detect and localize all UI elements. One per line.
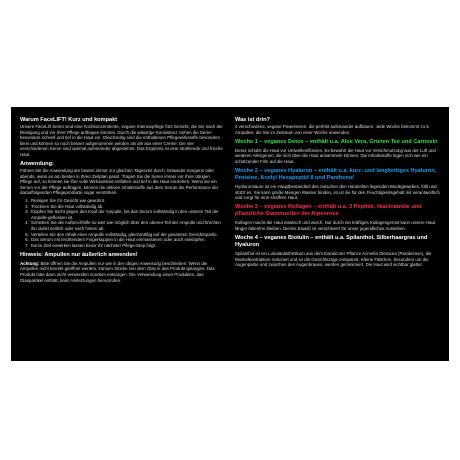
step-item: 5. Verteilen Sie den Inhalt einer Ampulle vollständig, gleichmäßig auf der gesamten Gesichtspartie. xyxy=(30,232,223,238)
heading-summary: Warum FaceLIFT! Kurz und kompakt xyxy=(20,117,118,123)
week3-text: Kollagen macht die Haut elastisch und weich. Nur durch ein kräftiges Kollagengerüst kann unsere Haut länger faltenfrei bleiben. Dieses Eiweiß ist verschleiert für unser jugendliches Aussehen. xyxy=(235,220,436,231)
step-item: 7. Kurze Zeit einwirken lassen bevor ihr nächster Pflege-Step folgt. xyxy=(30,243,223,249)
week3-title: Woche 3 – veganes Kollagen – enthält u.a. 3 Peptide, Niacinamide und pflanzliche Stammzellen der Alpenrose xyxy=(235,204,422,218)
warning-body: Bitte öffnen Sie die Ampullen nur wie in der obigen Anweisung beschrieben. Wenn die Ampullen nicht korrekt geöffnet werden, können Stücke von dem Glas in das Produkt gelangen. Das Produkt bitte dann nicht verwenden sondern entsorgen. Die Verwendung eines Produktes, das Glaspartikel enthält, kann Verletzungen hervorrufen. xyxy=(20,260,215,283)
step-item: 6. Das Serum mit leichtendem Fingerkuppen in die Haut einmassieren oder auch einklopfen. xyxy=(30,237,223,243)
usage-text: Führen Sie die Anwendung am besten immer zur gleichen Tageszeit durch. Entweder morgens oder abends, wann es am besten in Ihren Zeitplan passt. Tragen Sie die Seren immer vor Ihrer übrigen Pflege auf, so können sie ihre volle Wirksamkeit entfalten und tief in die Haut einziehen. Wenn sie ein Serum vor der Pflege auftragen, können die aktiven Inhaltsstoffe aus dem Serum die Performance der darauffolgenden Pflegeprodukte sogar verstärken. xyxy=(20,168,219,196)
left-column xyxy=(20,117,223,283)
ingredients-intro: 4 verschiedene, vegane Powerseren, die perfekt aufeinander aufbauen. Jede Woche bekommt zu 5 Ampullen, die Sie im Zeitraum von einer Woche anwenden. xyxy=(235,124,429,135)
week4-text: Spilanthol ist ein Lokalanästhetikum aus dem Extrakt der Pflanze Acmella Oleracea (Parakresse), die Muskelkontraktion reduziert und so die Gesichtszüge entspannt. Kleine Fältchen, besonders um die Augenpartie und zwischen den Augenbrauen, werden geminimiert. Die Haut wird sichtbar glatter. xyxy=(235,250,432,268)
warning-label: Achtung: xyxy=(20,260,40,266)
step-item: 1. Reinigen Sie Ihr Gesicht wie gewohnt. xyxy=(30,198,223,204)
info-panel xyxy=(11,107,449,361)
step-item: 2. Trocknen Sie die Haut vollständig ab. xyxy=(30,204,223,210)
heading-ingredients: Was ist drin? xyxy=(235,117,270,123)
warning-text xyxy=(20,261,223,283)
heading-usage: Anwendung: xyxy=(20,161,54,168)
week1-title: Woche 1 – veganes Detox – enthält u.a. Aloe Vera, Grünen Tee und Carnosin xyxy=(235,138,438,145)
step-item: 4. Schieben Sie die Aufbrechhilfe so weit wie möglich über den oberen Teil der Ampulle und brechen ihn dunkt seitlich oder nach hinten ab. xyxy=(30,220,223,231)
week2-text: Hyaluronsäure ist ein Hauptbestandteil des zwischen den Hautzellen liegenden Bindegewebes, füllt und stützt es. Sie kann große Mengen Wasser binden, so ist sie für den Feuchtigkeitsgehalt mit verantwortlich und sorgt für eine straffere Haut. xyxy=(235,183,440,201)
week4-title: Woche 4 – veganes Biotulin – enthält u.a. Spilanthol, Silberhaargras und Hyaluron xyxy=(235,234,428,248)
usage-steps xyxy=(20,198,223,248)
right-column xyxy=(235,117,441,268)
week1-text: Detox schützt die Haut vor Umwelteinflüssen. Es bewahrt die Haut vor Verschmutzung aus der Luft und weiteren Allergenen, die sich über die Haut ansammeln können. Die Inhaltsstoffe legen sich wie ein schützender Film auf die Haut. xyxy=(235,147,436,164)
heading-notice: Hinweis: Ampullen nur äußerlich anwenden! xyxy=(20,251,138,258)
step-item: 3. Klopfen Sie leicht gegen den Kopf der Ampulle, bis das Serum vollständig in den unteren Teil der Ampulle geflossen ist. xyxy=(30,209,223,220)
week2-title: Woche 2 – veganes Hyaluron – enthält u.a. kurz- und langkettiges Hyaluron, Proteine, Acetyl Hexapeptid 8 und Panthenol xyxy=(235,167,437,181)
summary-text: Unsere FaceLift Seren sind eine hochkonzentrierte, vegane Intensivpflege fürs Gesicht, die Sie nach der Reinigung und vor Ihrer Pflege auftragen können. Durch die wässrige Konsistenz ziehen die Seren besonders schnell und tief in die Haut ein. Gleichzeitig sind die enthaltenen Pflegewirkstoffe besonders klein und können so noch besser aufgenommen werden als die aus einer Creme. Die vier verschiedenen Seren sind optimal aufeinander abgestimmt. Das Ergebnis ist eine strahlende und frische Haut. xyxy=(20,124,223,157)
